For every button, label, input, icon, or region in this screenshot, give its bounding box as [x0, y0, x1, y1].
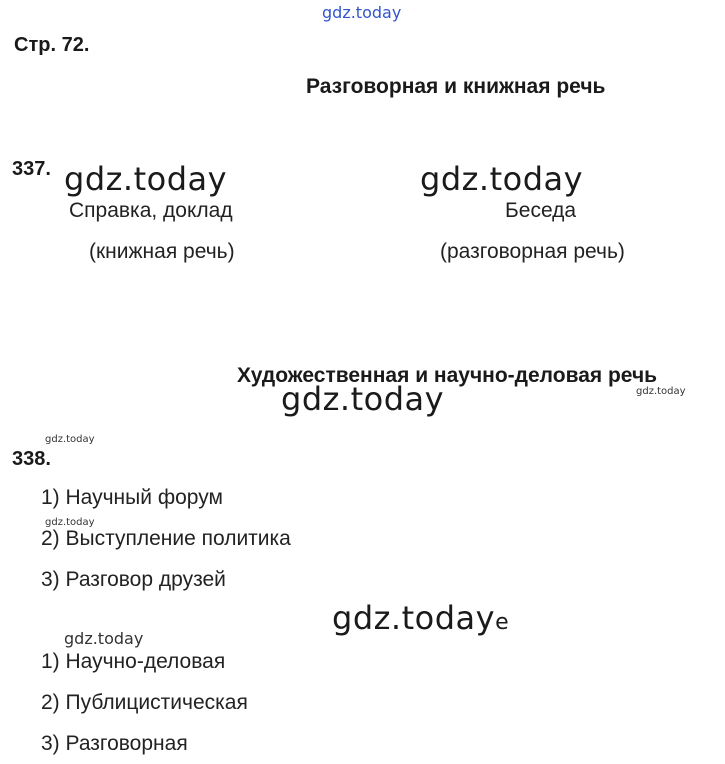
page-label: Стр. 72.	[14, 34, 90, 56]
watermark-337-left: gdz.today	[64, 160, 228, 198]
task338-answer-3: 3) Разговорная	[41, 732, 188, 755]
task337-right-line1: Беседа	[505, 199, 577, 222]
watermark-answers: gdz.today	[64, 629, 144, 648]
section-title-artistic-scientific: Художественная и научно-деловая речь	[237, 364, 658, 387]
task337-right-line2: (разговорная речь)	[440, 240, 625, 263]
watermark-338-small: gdz.today	[45, 434, 95, 445]
watermark-337-right: gdz.today	[420, 160, 584, 198]
task-number-337: 337.	[12, 158, 51, 180]
watermark-heading2-small: gdz.today	[636, 386, 686, 397]
watermark-item2-small: gdz.today	[45, 517, 95, 528]
task338-answer-1: 1) Научно-деловая	[41, 650, 226, 673]
watermark-mid-suffix: e	[495, 610, 510, 635]
watermark-top: gdz.today	[322, 3, 402, 22]
task338-answer-2: 2) Публицистическая	[41, 691, 248, 714]
section-title-speech-styles: Разговорная и книжная речь	[306, 75, 606, 98]
watermark-mid-text: gdz.today	[332, 599, 496, 637]
task338-item-1: 1) Научный форум	[41, 486, 223, 509]
task-number-338: 338.	[12, 448, 51, 470]
watermark-heading2: gdz.today	[281, 380, 445, 418]
task338-item-3: 3) Разговор друзей	[41, 568, 226, 591]
task337-left-line2: (книжная речь)	[89, 240, 235, 263]
task338-item-2: 2) Выступление политика	[41, 527, 291, 550]
watermark-mid	[332, 599, 509, 637]
task337-left-line1: Справка, доклад	[69, 199, 233, 222]
